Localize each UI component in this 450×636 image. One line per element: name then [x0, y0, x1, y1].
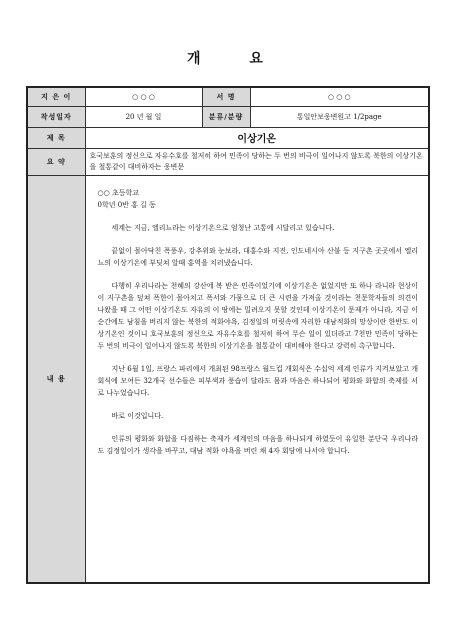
summary-row — [27, 148, 429, 175]
content-paragraph: 인류의 평화와 화합을 다짐하는 축제가 세계인의 마음을 하나되게 하였듯이 유일한 분단국 우리나라도 김정일이가 생각을 바꾸고, 대남 적화 야욕을 버린 채 4자 회담에 나서야 합니다. — [97, 434, 418, 455]
content-paragraph: 끝없이 몰아닥친 폭풍우, 강추위와 눈보라, 대홍수와 지진, 인도네시아 산불 등 지구촌 곳곳에서 엘리뇨의 이상기온에 부딪쳐 알때 홍역을 치러냈습니다. — [97, 246, 418, 267]
content-label: 내 용 — [27, 175, 85, 583]
content-body — [85, 175, 429, 583]
overview-form — [26, 86, 430, 584]
summary-value: 호국보훈의 정신으로 자유수호를 철저히 하여 민족이 당하는 두 번의 비극이 일어나지 않도록 북한의 이상기온을 철통같이 대비하자는 웅변문 — [85, 148, 429, 175]
author-row — [27, 87, 429, 106]
school-line: ○○ 초등학교 — [97, 188, 139, 197]
summary-label: 요 약 — [27, 148, 85, 175]
content-row — [27, 175, 429, 583]
student-line: 0학년 0반 홍 길 동 — [97, 200, 156, 209]
content-paragraph: 다행히 우리나라는 천혜의 강산에 복 받은 민족이었기에 이상기온은 없었지만 또 하나 라니라 현상이 이 지구촌을 덮쳐 폭한이 몰아치고 폭서와 가뭄으로 더 큰 시련을 가져올 것이라는 천문학자들의 의견이 나왔을 때 그 어떤 이상기온도 자유의 이 땅에는 밀려오지 못할 것인데 이상기온이 문제가 아니라, 지금 이순간에도 남침을 버리지 않는 북한의 적화야욕, 김정일의 머릿속에 자리한 대남적화의 망상이란 한반도 이상기온인 것이니 호국보훈의 정신으로 자유수호를 철저히 하여 무슨 일이 있더라고 7천만 민족이 당하는 두 번의 비극이 일어나지 않도록 북한의 이상기온을 철통같이 대비해야 한다고 강력히 촉구합니다. — [97, 281, 418, 350]
content-paragraph: 세계는 지금, 엘리뇨라는 이상기온으로 엄청난 고통에 시달리고 있습니다. — [111, 223, 335, 232]
subject-row — [27, 127, 429, 148]
content-paragraph: 지난 6월 1일, 프랑스 파리에서 개최된 98프랑스 월드컵 개회식은 수십억 세계 인류가 지켜보았고 개회식에 모여든 32개국 선수들은 피부색과 풍습이 달라도 몸과 마음은 하나되어 평화와 화합의 축제를 서로 나누었습니다. — [97, 364, 418, 397]
category-label: 분류/분량 — [202, 106, 250, 127]
category-value: 통일안보웅변원고 1/2page — [250, 106, 429, 127]
content-paragraph: 바로 이것입니다. — [111, 411, 164, 420]
subject-label: 제 목 — [27, 127, 85, 148]
date-label: 작성일자 — [27, 106, 85, 127]
date-value: 20 년 월 일 — [85, 106, 202, 127]
author-label: 지 은 이 — [27, 87, 85, 106]
date-row — [27, 106, 429, 127]
name-label: 서 명 — [202, 87, 250, 106]
subject-value: 이상기온 — [85, 127, 429, 148]
document-title: 개 요 — [187, 51, 285, 67]
author-value: ○ ○ ○ — [85, 87, 202, 106]
name-value: ○ ○ ○ — [250, 87, 429, 106]
